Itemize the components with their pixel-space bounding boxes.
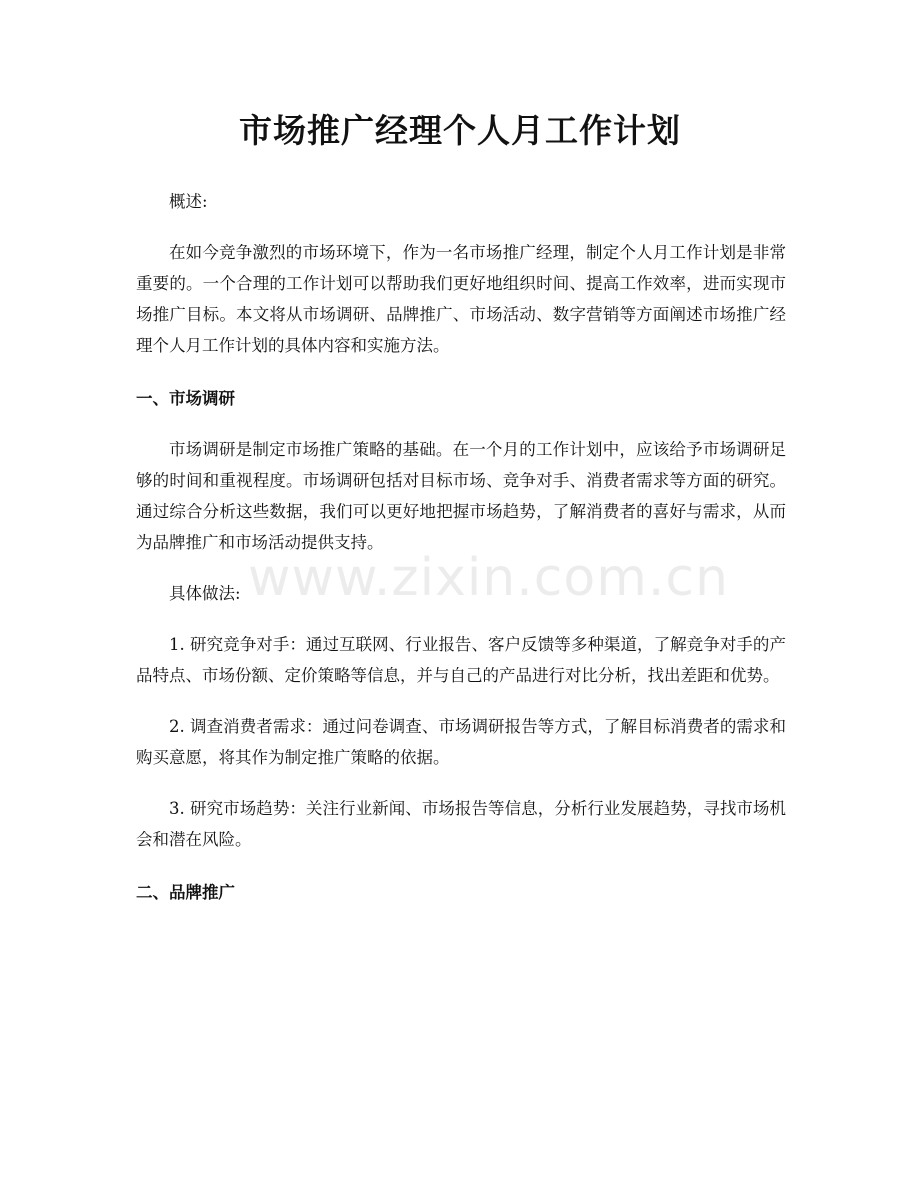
page-title: 市场推广经理个人月工作计划 [239,111,681,150]
method-item-3: 3. 研究市场趋势：关注行业新闻、市场报告等信息，分析行业发展趋势，寻找市场机会和潜在风险。 [136,799,786,849]
method-item-1: 1. 研究竞争对手：通过互联网、行业报告、客户反馈等多种渠道，了解竞争对手的产品特点、市场份额、定价策略等信息，并与自己的产品进行对比分析，找出差距和优势。 [136,635,786,685]
section-heading-market-research: 一、市场调研 [136,389,235,408]
watermark: www.zixin.com.cn [248,548,729,608]
method-item-2: 2. 调查消费者需求：通过问卷调查、市场调研报告等方式，了解目标消费者的需求和购买意愿，将其作为制定推广策略的依据。 [136,717,786,767]
overview-paragraph: 在如今竞争激烈的市场环境下，作为一名市场推广经理，制定个人月工作计划是非常重要的。一个合理的工作计划可以帮助我们更好地组织时间、提高工作效率，进而实现市场推广目标。本文将从市场调研、品牌推广、市场活动、数字营销等方面阐述市场推广经理个人月工作计划的具体内容和实施方法。 [136,243,786,355]
overview-label: 概述: [169,192,208,211]
methods-label: 具体做法: [169,584,241,603]
section-heading-brand-promotion: 二、品牌推广 [136,883,235,902]
document-body [136,186,786,908]
market-research-paragraph: 市场调研是制定市场推广策略的基础。在一个月的工作计划中，应该给予市场调研足够的时间和重视程度。市场调研包括对目标市场、竞争对手、消费者需求等方面的研究。通过综合分析这些数据，我们可以更好地把握市场趋势，了解消费者的喜好与需求，从而为品牌推广和市场活动提供支持。 [136,440,786,552]
